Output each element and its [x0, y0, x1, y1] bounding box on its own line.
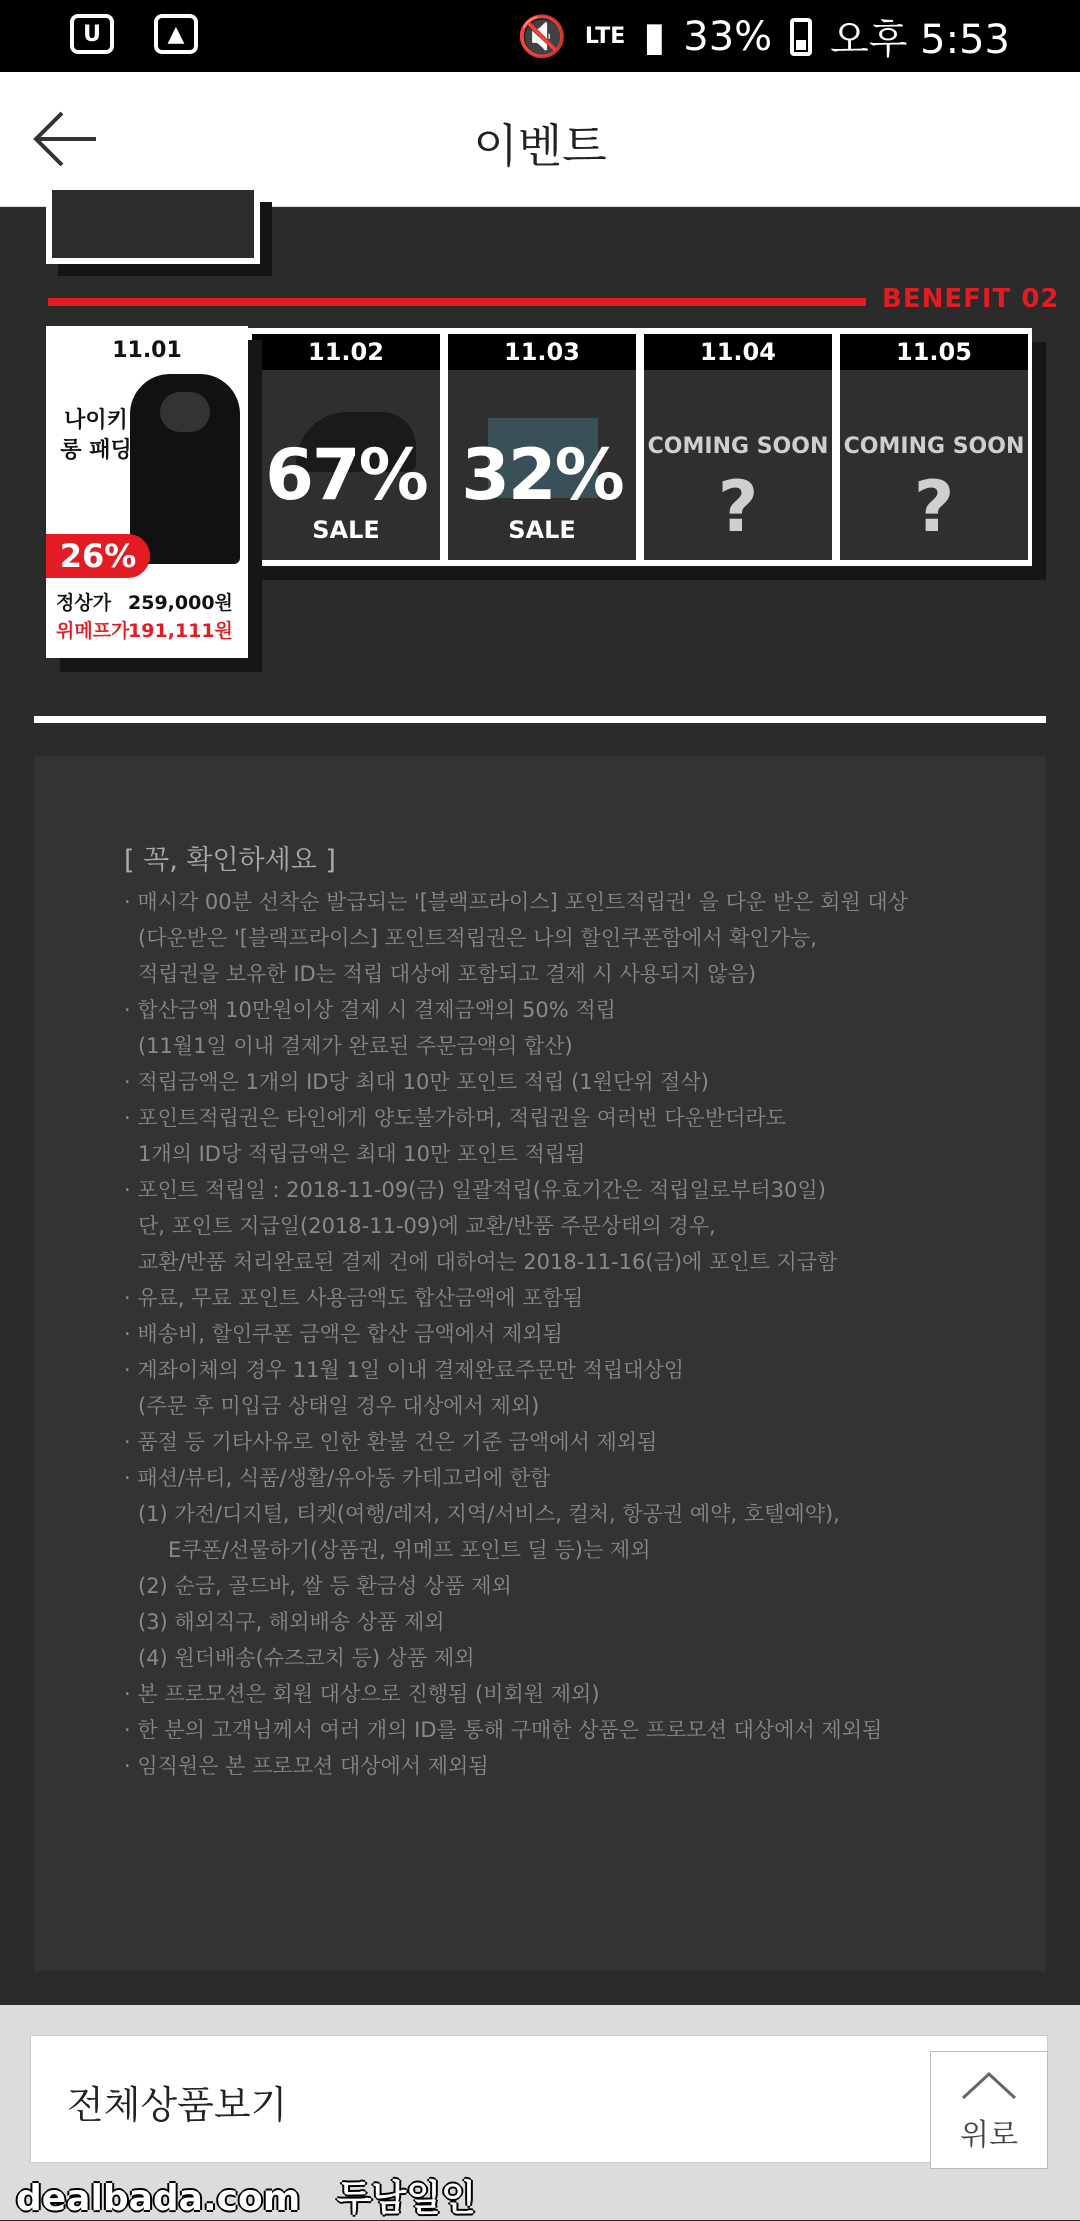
sale-price-row — [56, 616, 233, 643]
previous-section-card — [46, 190, 260, 264]
day-date: 11.03 — [448, 334, 636, 370]
day-card-1101[interactable] — [46, 326, 248, 658]
notice-list — [124, 884, 1024, 1784]
notice-line: · 유료, 무료 포인트 사용금액도 합산금액에 포함됨 — [124, 1286, 584, 1310]
notice-line: · 합산금액 10만원이상 결제 시 결제금액의 50% 적립 — [124, 998, 616, 1022]
status-left-icons — [70, 14, 198, 54]
day-card-1105 — [840, 334, 1028, 560]
scroll-top-button[interactable] — [930, 2051, 1048, 2169]
day-body — [840, 378, 1028, 560]
notice-line: · 한 분의 고객님께서 여러 개의 ID를 통해 구매한 상품은 프로모션 대상에서 제외됨 — [124, 1718, 883, 1742]
benefit-label: BENEFIT 02 — [882, 284, 1060, 314]
notice-line: (2) 순금, 골드바, 쌀 등 환금성 상품 제외 — [138, 1574, 512, 1598]
benefit-divider-line — [48, 298, 866, 306]
app-header — [0, 72, 1080, 207]
day-card-1104 — [644, 334, 832, 560]
notice-line: · 패션/뷰티, 식품/생활/유아동 카테고리에 한함 — [124, 1466, 551, 1490]
discount-percent: 67% — [265, 434, 427, 516]
notice-line: 단, 포인트 지급일(2018-11-09)에 교환/반품 주문상태의 경우, — [138, 1214, 716, 1238]
chevron-up-icon — [959, 2070, 1019, 2100]
sale-label: SALE — [508, 516, 576, 544]
network-type: LTE — [584, 23, 626, 49]
notice-line: (주문 후 미입금 상태일 경우 대상에서 제외) — [138, 1394, 540, 1418]
day-card-1102[interactable] — [252, 334, 440, 560]
scroll-top-label: 위로 — [960, 2118, 1018, 2153]
battery-icon — [790, 18, 812, 56]
day-body — [252, 378, 440, 560]
sale-price-label: 위메프가 — [56, 620, 130, 642]
notice-line: · 배송비, 할인쿠폰 금액은 합산 금액에서 제외됨 — [124, 1322, 563, 1346]
notice-line: 1개의 ID당 적립금액은 최대 10만 포인트 적립됨 — [138, 1142, 586, 1166]
notice-line: (4) 원더배송(슈즈코치 등) 상품 제외 — [138, 1646, 475, 1670]
padding-jacket-image — [130, 374, 240, 564]
coming-soon-label: COMING SOON — [843, 434, 1025, 459]
discount-badge: 26% — [46, 534, 150, 578]
regular-price-row — [56, 588, 233, 615]
notice-line: 적립권을 보유한 ID는 적립 대상에 포함되고 결제 시 사용되지 않음) — [138, 962, 757, 986]
day-date: 11.02 — [252, 334, 440, 370]
section-divider — [34, 716, 1046, 723]
notice-line: · 매시각 00분 선착순 발급되는 '[블랙프라이스] 포인트적립권' 을 다운 받은 회원 대상 — [124, 890, 908, 914]
watermark-site: dealbada.com — [16, 2178, 301, 2219]
regular-price: 259,000원 — [128, 592, 233, 614]
notice-line: · 포인트적립권은 타인에게 양도불가하며, 적립권을 여러번 다운받더라도 — [124, 1106, 786, 1130]
day-date: 11.05 — [840, 334, 1028, 370]
notice-line: 교환/반품 처리완료된 결제 건에 대하여는 2018-11-16(금)에 포인트 지급함 — [138, 1250, 838, 1274]
notice-line: · 본 프로모션은 회원 대상으로 진행됨 (비회원 제외) — [124, 1682, 600, 1706]
clock: 오후 5:53 — [830, 17, 1010, 63]
day-date: 11.04 — [644, 334, 832, 370]
notice-line: · 계좌이체의 경우 11월 1일 이내 결제완료주문만 적립대상임 — [124, 1358, 685, 1382]
notice-box — [34, 756, 1046, 1971]
sale-price: 191,111원 — [128, 620, 233, 642]
notice-line: (1) 가전/디지털, 티켓(여행/레저, 지역/서비스, 컬처, 항공권 예약, 호텔예약), — [138, 1502, 840, 1526]
daily-deal-strip — [246, 328, 1032, 566]
notice-line: · 포인트 적립일 : 2018-11-09(금) 일괄적립(유효기간은 적립일로부터30일) — [124, 1178, 826, 1202]
page-title: 이벤트 — [473, 119, 607, 173]
view-all-products-label: 전체상품보기 — [67, 2083, 288, 2127]
notice-line: · 품절 등 기타사유로 인한 환불 건은 기준 금액에서 제외됨 — [124, 1430, 658, 1454]
view-all-products-button[interactable] — [30, 2035, 1048, 2163]
notice-line: (3) 해외직구, 해외배송 상품 제외 — [138, 1610, 445, 1634]
sale-label: SALE — [312, 516, 380, 544]
question-mark-icon: ? — [913, 466, 955, 548]
watermark-handle: 두남일인 — [336, 2178, 476, 2219]
day-card-1103[interactable] — [448, 334, 636, 560]
watermark — [16, 2170, 476, 2221]
notice-title: [ 꼭, 확인하세요 ] — [124, 845, 336, 876]
day-body — [644, 378, 832, 560]
coming-soon-label: COMING SOON — [647, 434, 829, 459]
notice-line: · 적립금액은 1개의 ID당 최대 10만 포인트 적립 (1원단위 절삭) — [124, 1070, 709, 1094]
notice-line: (다운받은 '[블랙프라이스] 포인트적립권은 나의 할인쿠폰함에서 확인가능, — [138, 926, 817, 950]
image-notification-icon: ▲ — [154, 14, 198, 54]
discount-percent: 32% — [461, 434, 623, 516]
battery-percent: 33% — [683, 13, 773, 60]
product-name: 나이키 롱 패딩 — [60, 408, 132, 463]
regular-price-label: 정상가 — [56, 592, 112, 614]
signal-icon: ▮ — [643, 13, 666, 60]
status-bar — [0, 0, 1080, 72]
mute-icon: 🔇 — [517, 14, 567, 60]
status-right — [517, 8, 1010, 65]
day-body — [448, 378, 636, 560]
notice-line: · 임직원은 본 프로모션 대상에서 제외됨 — [124, 1754, 489, 1778]
day-date: 11.01 — [112, 338, 182, 363]
notice-line: E쿠폰/선물하기(상품권, 위메프 포인트 딜 등)는 제외 — [168, 1538, 651, 1562]
app-notification-icon: U — [70, 14, 114, 54]
question-mark-icon: ? — [717, 466, 759, 548]
notice-line: (11월1일 이내 결제가 완료된 주문금액의 합산) — [138, 1034, 573, 1058]
